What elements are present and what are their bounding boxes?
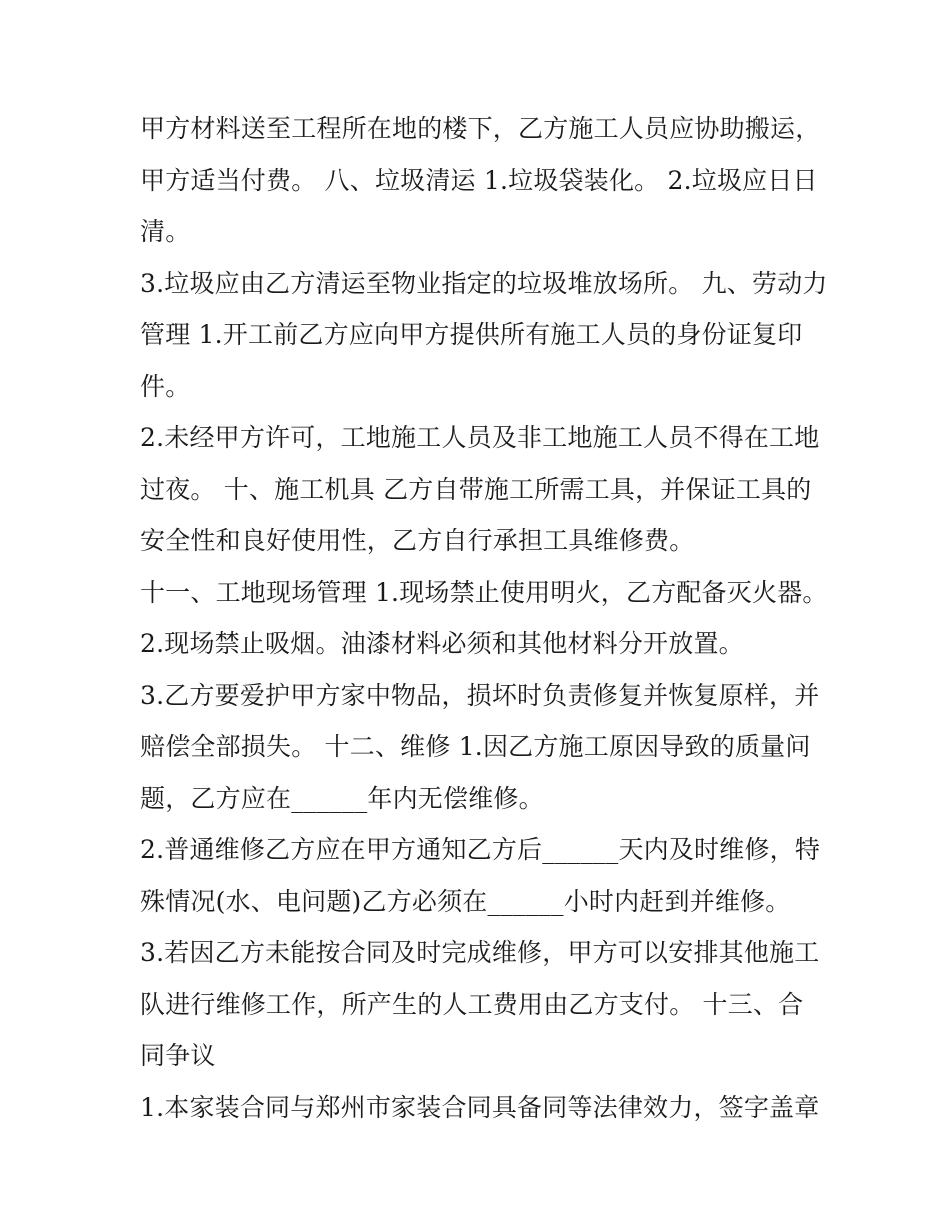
- text-line: 甲方适当付费。 八、垃圾清运 1.垃圾袋装化。 2.垃圾应日日: [140, 165, 818, 195]
- text-line: 3.乙方要爱护甲方家中物品，损坏时负责修复并恢复原样，并: [140, 680, 820, 710]
- text-line: 十一、工地现场管理 1.现场禁止使用明火，乙方配备灭火器。: [140, 577, 828, 607]
- text-line: 同争议: [140, 1041, 216, 1070]
- text-line: 清。: [140, 217, 191, 246]
- text-line: 甲方材料送至工程所在地的楼下，乙方施工人员应协助搬运，: [140, 114, 821, 143]
- text-line: 过夜。 十、施工机具 乙方自带施工所需工具，并保证工具的: [140, 474, 812, 504]
- text-line: 队进行维修工作，所产生的人工费用由乙方支付。 十三、合: [140, 989, 804, 1019]
- text-line: 2.未经甲方许可，工地施工人员及非工地施工人员不得在工地: [140, 423, 820, 452]
- text-line: 管理 1.开工前乙方应向甲方提供所有施工人员的身份证复印: [140, 320, 803, 349]
- text-line: 题，乙方应在______年内无偿维修。: [140, 783, 544, 813]
- text-line: 3.垃圾应由乙方清运至物业指定的垃圾堆放场所。 九、劳动力: [140, 268, 828, 298]
- text-line: 2.普通维修乙方应在甲方通知乙方后______天内及时维修，特: [140, 835, 821, 864]
- text-line: 安全性和良好使用性，乙方自行承担工具维修费。: [140, 526, 695, 555]
- text-line: 赔偿全部损失。 十二、维修 1.因乙方施工原因导致的质量问: [140, 732, 811, 761]
- text-line: 3.若因乙方未能按合同及时完成维修，甲方可以安排其他施工: [140, 938, 820, 967]
- text-line: 殊情况(水、电问题)乙方必须在______小时内赶到并维修。: [140, 886, 791, 916]
- text-line: 2.现场禁止吸烟。油漆材料必须和其他材料分开放置。: [140, 629, 744, 658]
- text-line: 1.本家装合同与郑州市家装合同具备同等法律效力，签字盖章: [140, 1092, 820, 1122]
- text-line: 件。: [140, 371, 191, 401]
- contract-text-body: [140, 103, 828, 1133]
